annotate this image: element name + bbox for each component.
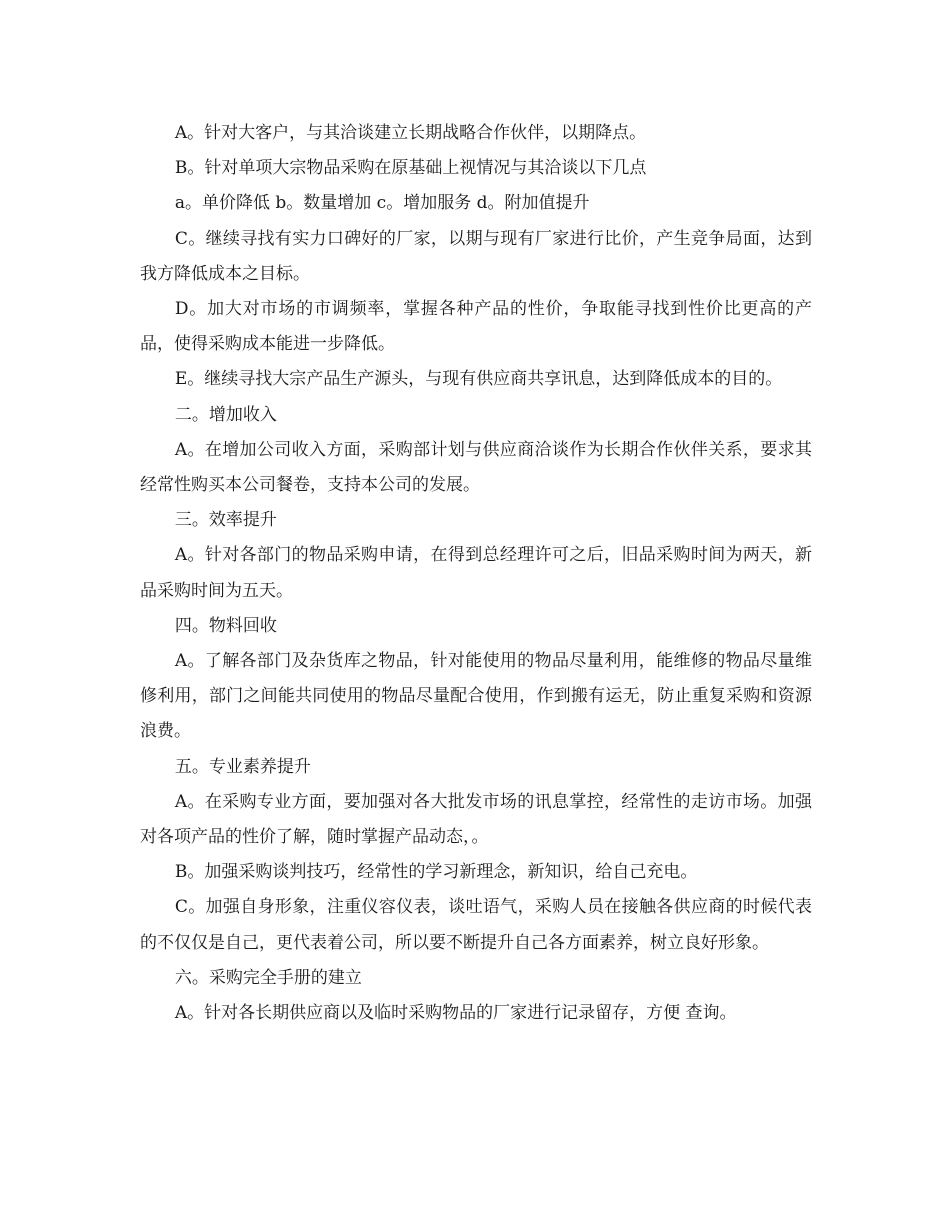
paragraph-8: A。针对各部门的物品采购申请，在得到总经理许可之后，旧品采购时间为两天，新品采购时间为五天。	[140, 545, 812, 601]
paragraph-13: A。针对各长期供应商以及临时采购物品的厂家进行记录留存，方便 查询。	[174, 1003, 737, 1024]
paragraph-3: a。单价降低 b。数量增加 c。增加服务 d。附加值提升	[174, 193, 590, 214]
section-heading-6: 六。采购完全手册的建立	[174, 967, 362, 988]
section-heading-2: 二。增加收入	[174, 404, 277, 425]
paragraph-2: B。针对单项大宗物品采购在原基础上视情况与其洽谈以下几点	[174, 158, 647, 179]
paragraph-1: A。针对大客户，与其洽谈建立长期战略合作伙伴，以期降点。	[174, 123, 647, 143]
section-heading-5: 五。专业素养提升	[174, 756, 311, 777]
section-heading-3: 三。效率提升	[174, 510, 277, 531]
document-body	[140, 116, 812, 1031]
paragraph-11: B。加强采购谈判技巧，经常性的学习新理念，新知识，给自己充电。	[174, 862, 698, 883]
paragraph-6: E。继续寻找大宗产品生产源头，与现有供应商共享讯息，达到降低成本的目的。	[174, 369, 783, 390]
paragraph-10: A。在采购专业方面，要加强对各大批发市场的讯息掌控，经常性的走访市场。加强对各项产品的性价了解，随时掌握产品动态，。	[140, 791, 812, 848]
paragraph-9: A。了解各部门及杂货库之物品，针对能使用的物品尽量利用，能维修的物品尽量维修利用，部门之间能共同使用的物品尽量配合使用，作到搬有运无，防止重复采购和资源浪费。	[140, 651, 812, 742]
paragraph-12: C。加强自身形象，注重仪容仪表，谈吐语气，采购人员在接触各供应商的时候代表的不仅仅是自己，更代表着公司，所以要不断提升自己各方面素养，树立良好形象。	[140, 897, 812, 953]
paragraph-4: C。继续寻找有实力口碑好的厂家，以期与现有厂家进行比价，产生竞争局面，达到我方降低成本之目标。	[140, 228, 812, 284]
section-heading-4: 四。物料回收	[174, 615, 277, 636]
paragraph-5: D。加大对市场的市调频率，掌握各种产品的性价，争取能寻找到性价比更高的产品，使得采购成本能进一步降低。	[140, 299, 812, 355]
paragraph-7: A。在增加公司收入方面，采购部计划与供应商洽谈作为长期合作伙伴关系，要求其经常性购买本公司餐卷，支持本公司的发展。	[140, 439, 812, 496]
